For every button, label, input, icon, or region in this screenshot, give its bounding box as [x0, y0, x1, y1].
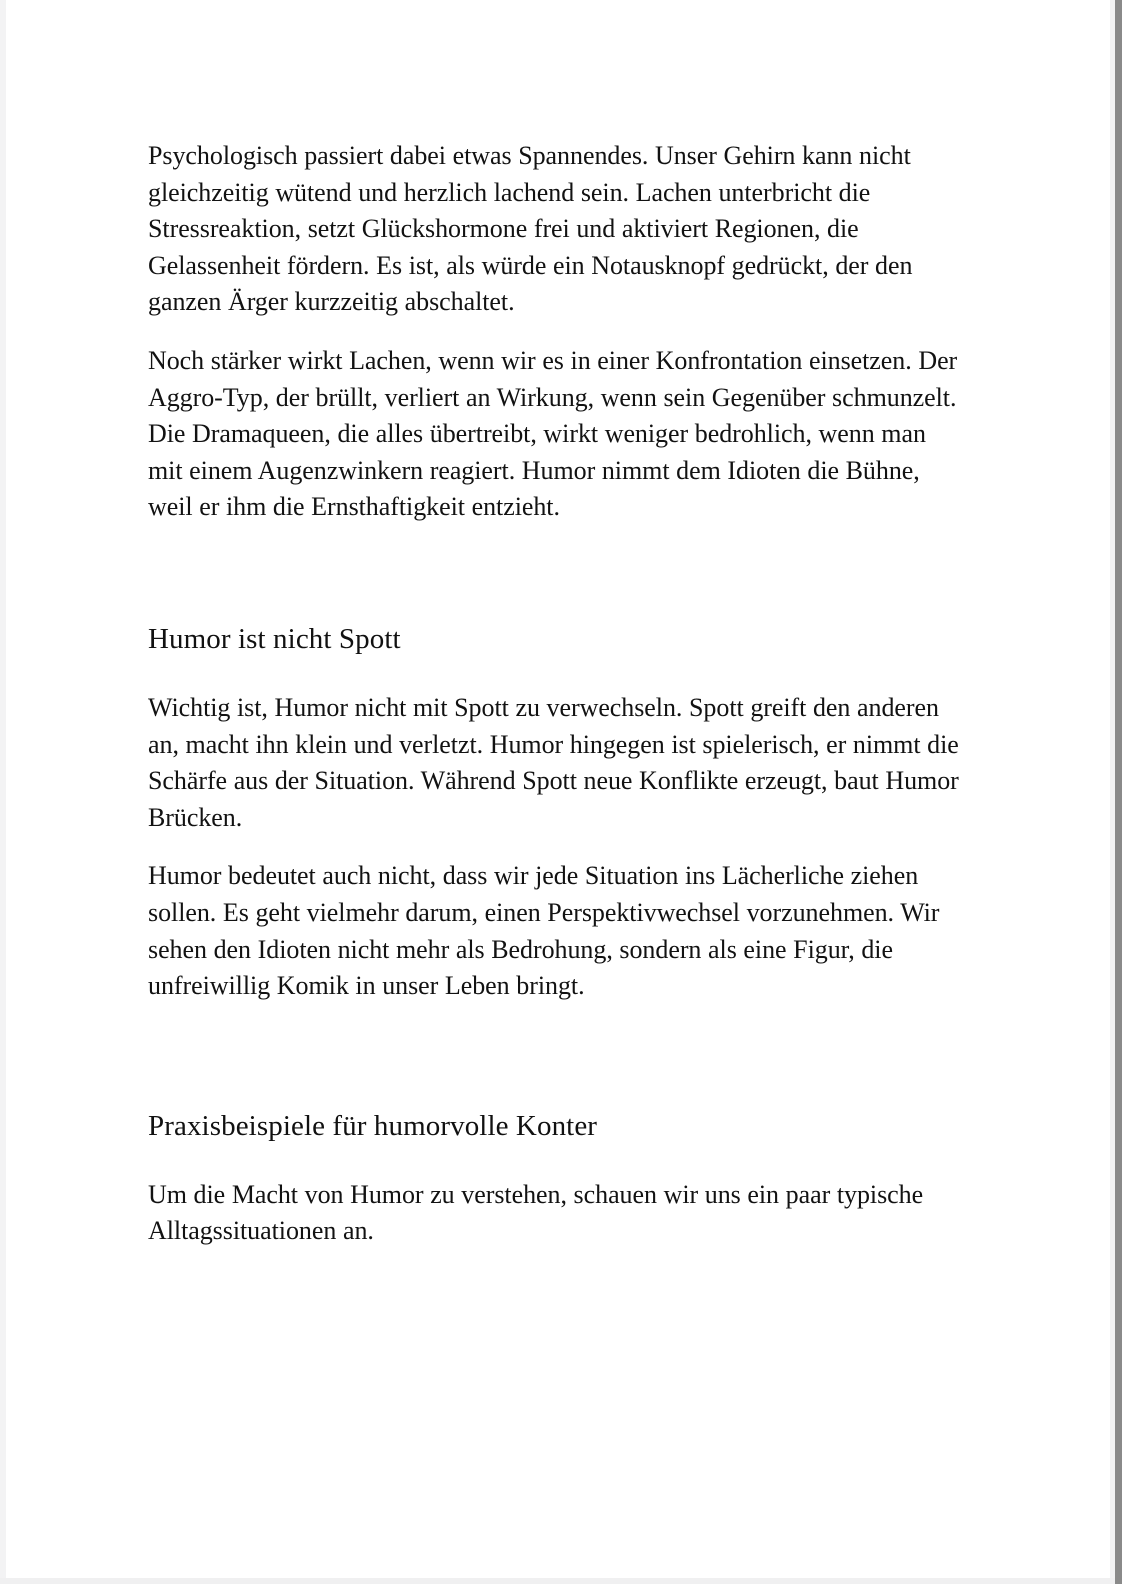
section-heading-praxisbeispiele: Praxisbeispiele für humorvolle Konter — [148, 1109, 598, 1142]
page-right-edge-shadow — [1115, 0, 1122, 1584]
spacer-after-heading-2 — [148, 1145, 966, 1177]
document-text-column — [148, 138, 966, 1272]
spacer-before-heading-2 — [148, 1027, 966, 1107]
spacer-before-heading-1 — [148, 548, 966, 620]
spacer-after-heading-1 — [148, 658, 966, 690]
paragraph-5: Um die Macht von Humor zu verstehen, schauen wir uns ein paar typische Alltagssituationen an. — [148, 1179, 924, 1246]
section-heading-humor-ist-nicht-spott: Humor ist nicht Spott — [148, 622, 401, 655]
page-bottom-edge — [0, 1578, 1115, 1584]
document-page — [6, 0, 1110, 1578]
paragraph-2: Noch stärker wirkt Lachen, wenn wir es in einer Konfrontation einsetzen. Der Aggro-Typ, der brüllt, verliert an Wirkung, wenn sein Gegenüber schmunzelt. Die Dramaqueen, die alles übertreibt, wirkt weniger bedrohlich, wenn man mit einem Augenzwinkern reagiert. Humor nimmt dem Idioten die Bühne, weil er ihm die Ernsthaftigkeit entzieht. — [148, 345, 958, 522]
paragraph-1: Psychologisch passiert dabei etwas Spannendes. Unser Gehirn kann nicht gleichzeitig wütend und herzlich lachend sein. Lachen unterbricht die Stressreaktion, setzt Glückshormone frei und aktiviert Regionen, die Gelassenheit fördern. Es ist, als würde ein Notausknopf gedrückt, der den ganzen Ärger kurzzeitig abschaltet. — [148, 141, 913, 317]
paragraph-3: Wichtig ist, Humor nicht mit Spott zu verwechseln. Spott greift den anderen an, macht ihn klein und verletzt. Humor hingegen ist spielerisch, er nimmt die Schärfe aus der Situation. Während Spott neue Konflikte erzeugt, baut Humor Brücken. — [148, 692, 959, 832]
paragraph-4: Humor bedeutet auch nicht, dass wir jede Situation ins Lächerliche ziehen sollen. Es geht vielmehr darum, einen Perspektivwechsel vorzunehmen. Wir sehen den Idioten nicht mehr als Bedrohung, sondern als eine Figur, die unfreiwillig Komik in unser Leben bringt. — [148, 861, 940, 1001]
